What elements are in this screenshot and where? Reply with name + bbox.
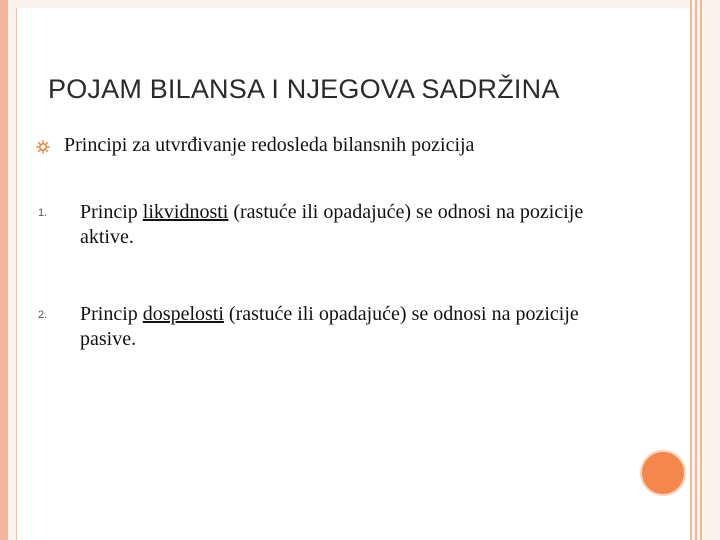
item-suffix: (rastuće ili opadajuće) se odnosi na pozicije pasive. — [80, 303, 579, 350]
item-suffix: (rastuće ili opadajuće) se odnosi na pozicije aktive. — [80, 201, 584, 248]
item-text — [80, 200, 638, 250]
item-prefix: Princip — [80, 303, 143, 325]
slide-title: POJAM BILANSA I NJEGOVA SADRŽINA — [48, 74, 560, 104]
item-prefix: Princip — [80, 201, 143, 223]
numbered-item — [38, 200, 638, 250]
bullet-point — [36, 134, 474, 157]
item-number: 1. — [38, 207, 48, 219]
sun-bullet-icon — [36, 140, 50, 154]
item-text — [80, 302, 638, 352]
underlined-term: dospelosti — [142, 303, 224, 325]
left-border-stripe — [0, 0, 8, 540]
right-rail-line — [695, 0, 697, 540]
numbered-item — [38, 302, 638, 352]
decorative-circle — [640, 450, 686, 496]
bullet-text: Principi za utvrđivanje redosleda bilansnih pozicija — [64, 134, 475, 156]
right-rail-line — [700, 0, 702, 540]
right-rail-line — [690, 0, 692, 540]
item-number: 2. — [38, 309, 48, 321]
underlined-term: likvidnosti — [142, 201, 229, 223]
